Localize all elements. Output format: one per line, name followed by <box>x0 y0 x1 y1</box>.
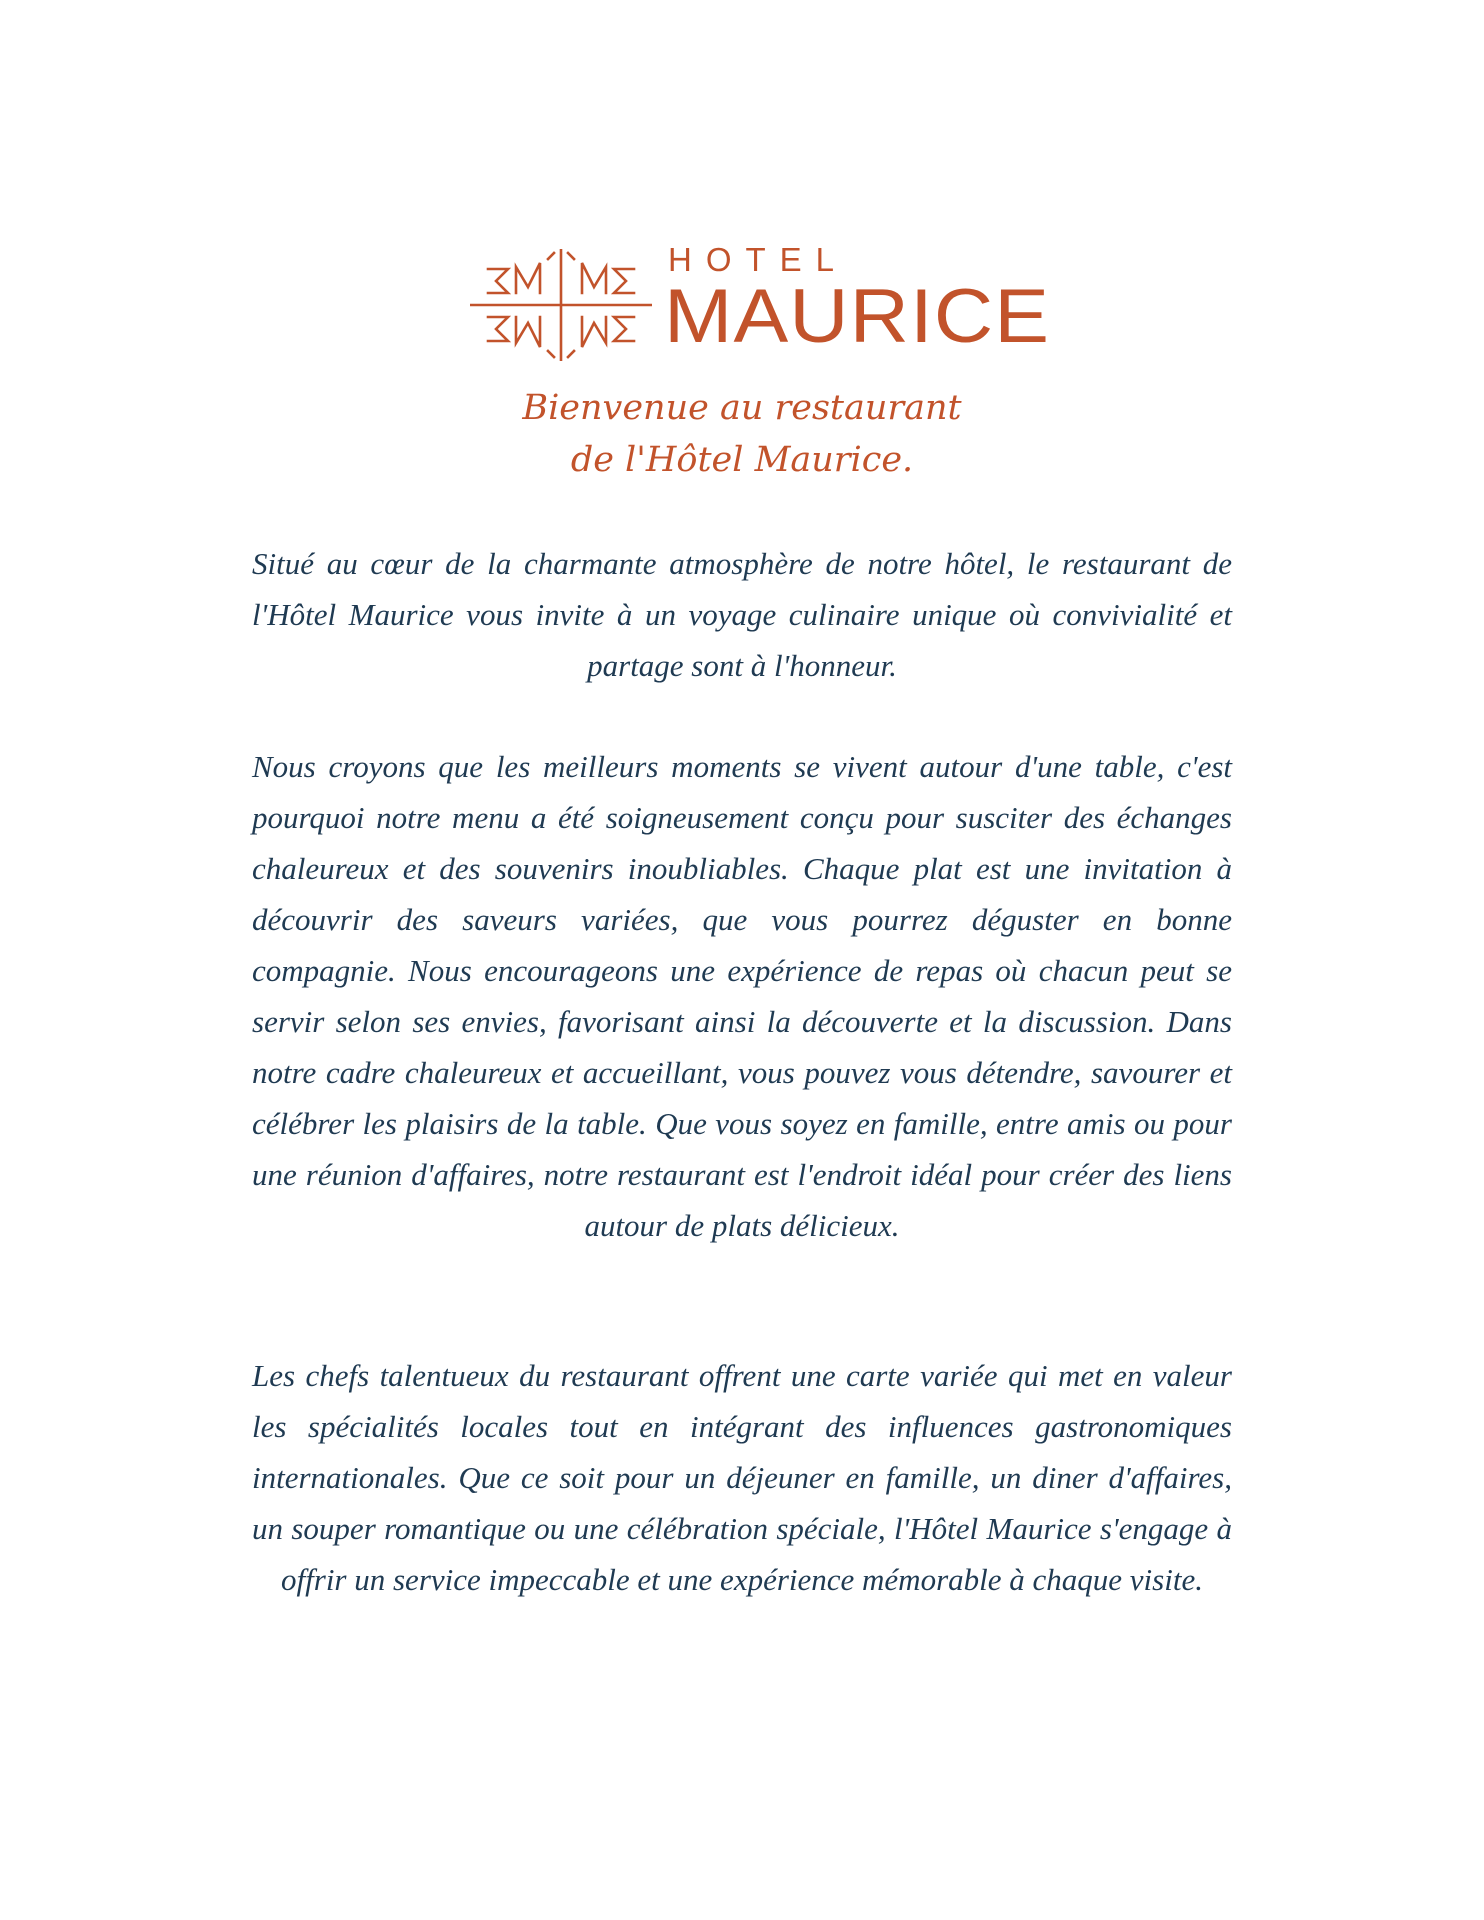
page-title-line-2: de l'Hôtel Maurice. <box>570 440 914 480</box>
geometric-compass-emblem-icon <box>470 249 652 361</box>
hotel-logo <box>470 241 1051 373</box>
logo-hotel-label: HOTEL <box>668 241 849 278</box>
page-title-line-1: Bienvenue au restaurant <box>522 388 962 428</box>
logo-hotel-name: MAURICE <box>664 274 1051 359</box>
page-title <box>0 382 1484 486</box>
chefs-paragraph: Les chefs talentueux du restaurant offrent une carte variée qui met en valeur les spécialités locales tout en intégrant des influences gastronomiques internationales. Que ce soit pour un déjeuner en famille, un diner d'affaires, un souper romantique ou une célébration spéciale, l'Hôtel Maurice s'engage à offrir un service impeccable et une expérience mémorable à chaque visite. <box>252 1358 1232 1597</box>
intro-paragraph: Situé au cœur de la charmante atmosphère de notre hôtel, le restaurant de l'Hôtel Maurice vous invite à un voyage culinaire unique où convivialité et partage sont à l'honneur. <box>252 546 1232 683</box>
philosophy-paragraph: Nous croyons que les meilleurs moments se vivent autour d'une table, c'est pourquoi notre menu a été soigneusement conçu pour susciter des échanges chaleureux et des souvenirs inoubliables. Chaque plat est une invitation à découvrir des saveurs variées, que vous pourrez déguster en bonne compagnie. Nous encourageons une expérience de repas où chacun peut se servir selon ses envies, favorisant ainsi la découverte et la discussion. Dans notre cadre chaleureux et accueillant, vous pouvez vous détendre, savourer et célébrer les plaisirs de la table. Que vous soyez en famille, entre amis ou pour une réunion d'affaires, notre restaurant est l'endroit idéal pour créer des liens autour de plats délicieux. <box>252 749 1232 1243</box>
